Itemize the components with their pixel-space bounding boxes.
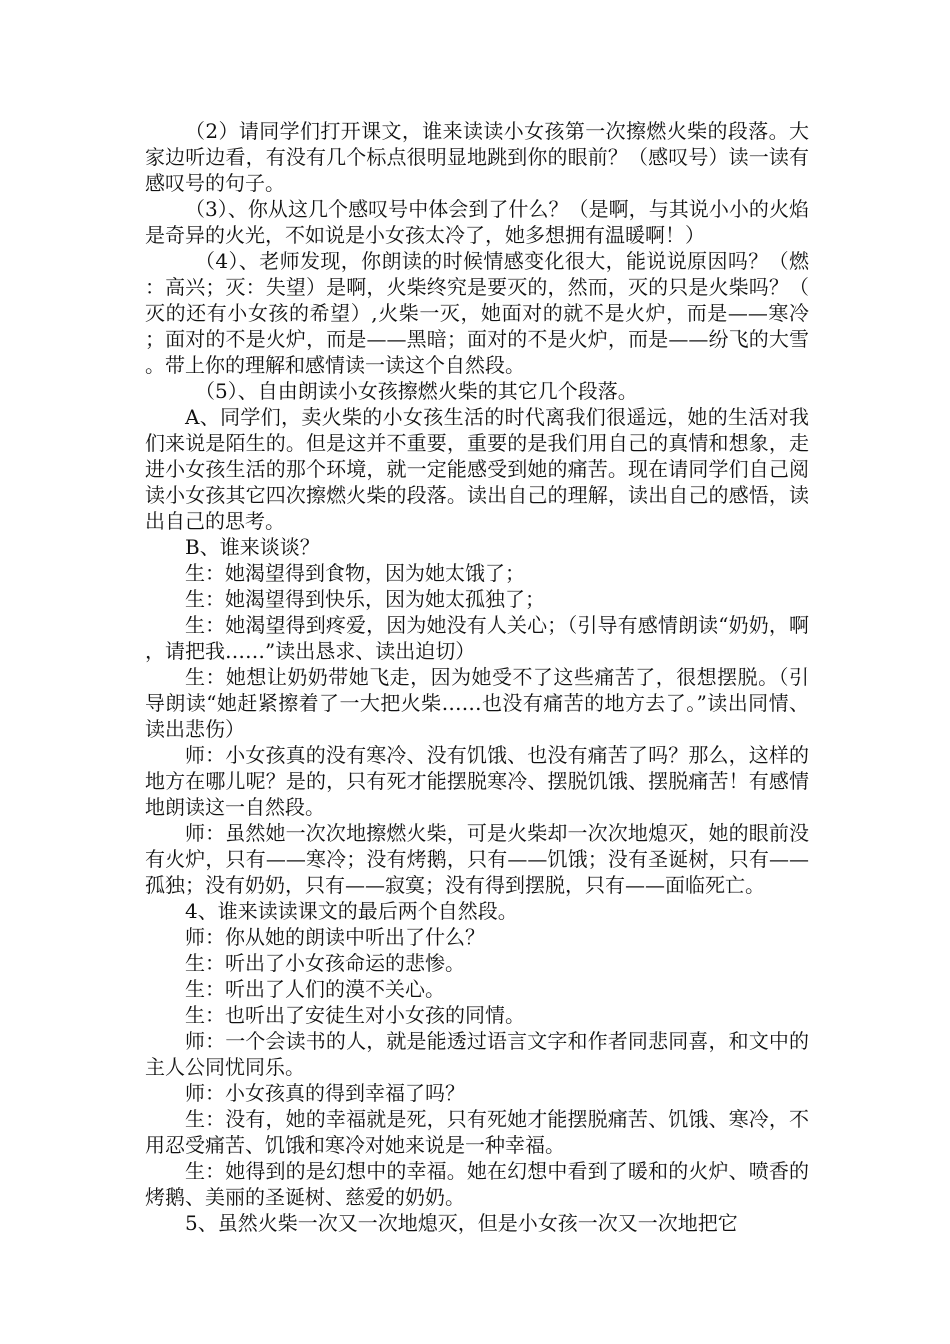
- teacher-line: 师：小女孩真的没有寒冷、没有饥饿、也没有痛苦了吗？那么，这样的地方在哪儿呢？是的，只有死才能摆脱寒冷、摆脱饥饿、摆脱痛苦！有感情地朗读这一自然段。: [145, 743, 809, 819]
- student-line: 生：她渴望得到食物，因为她太饿了；: [185, 561, 525, 585]
- paragraph-step-4: （4）、老师发现，你朗读的时候情感变化很大，能说说原因吗？（燃：高兴；灭：失望）是啊，火柴终究是要灭的，然而，灭的只是火柴吗？（灭的还有小女孩的希望）,火柴一灭，她面对的就不是火炉，而是——寒冷；面对的不是火炉，而是——黑暗；面对的不是火炉，而是——纷飞的大雪。带上你的理解和感情读一读这个自然段。: [145, 249, 809, 377]
- student-line: 生：听出了小女孩命运的悲惨。: [185, 951, 465, 975]
- teacher-line: 师：虽然她一次次地擦燃火柴，可是火柴却一次次地熄灭，她的眼前没有火炉，只有——寒冷；没有烤鹅，只有——饥饿；没有圣诞树，只有——孤独；没有奶奶，只有——寂寞；没有得到摆脱，只有——面临死亡。: [145, 821, 809, 897]
- paragraph-step-4-heading: 4、谁来读读课文的最后两个自然段。: [185, 899, 518, 923]
- student-line: 生：没有，她的幸福就是死，只有死她才能摆脱痛苦、饥饿、寒冷，不用忍受痛苦、饥饿和寒冷对她来说是一种幸福。: [145, 1107, 809, 1157]
- teacher-line: 师：一个会读书的人，就是能透过语言文字和作者同悲同喜，和文中的主人公同忧同乐。: [145, 1029, 809, 1079]
- document-page: [145, 118, 809, 1236]
- student-line: 生：她渴望得到疼爱，因为她没有人关心；（引导有感情朗读“奶奶，啊，请把我……”读出恳求、读出迫切）: [145, 613, 809, 663]
- student-line: 生：也听出了安徒生对小女孩的同情。: [185, 1003, 525, 1027]
- teacher-line: 师：小女孩真的得到幸福了吗？: [185, 1081, 465, 1105]
- paragraph-step-3: （3）、你从这几个感叹号中体会到了什么？（是啊，与其说小小的火焰是奇异的火光，不如说是小女孩太冷了，她多想拥有温暖啊！）: [145, 197, 809, 247]
- paragraph-a: A、同学们，卖火柴的小女孩生活的时代离我们很遥远，她的生活对我们来说是陌生的。但是这并不重要，重要的是我们用自己的真情和想象，走进小女孩生活的那个环境，就一定能感受到她的痛苦。现在请同学们自己阅读小女孩其它四次擦燃火柴的段落。读出自己的理解，读出自己的感悟，读出自己的思考。: [145, 405, 809, 533]
- student-line: 生：她得到的是幻想中的幸福。她在幻想中看到了暖和的火炉、喷香的烤鹅、美丽的圣诞树、慈爱的奶奶。: [145, 1159, 809, 1209]
- teacher-line: 师：你从她的朗读中听出了什么？: [185, 925, 485, 949]
- paragraph-b: B、谁来谈谈？: [185, 535, 320, 559]
- student-line: 生：她渴望得到快乐，因为她太孤独了；: [185, 587, 545, 611]
- student-line: 生：她想让奶奶带她飞走，因为她受不了这些痛苦了，很想摆脱。（引导朗读“她赶紧擦着了一大把火柴……也没有痛苦的地方去了。”读出同情、读出悲伤）: [145, 665, 809, 741]
- paragraph-step-5: （5）、自由朗读小女孩擦燃火柴的其它几个段落。: [195, 379, 638, 403]
- paragraph-step-2: （2）请同学们打开课文，谁来读读小女孩第一次擦燃火柴的段落。大家边听边看，有没有几个标点很明显地跳到你的眼前？（感叹号）读一读有感叹号的句子。: [145, 119, 809, 195]
- student-line: 生：听出了人们的漠不关心。: [185, 977, 445, 1001]
- paragraph-step-5-heading: 5、虽然火柴一次又一次地熄灭，但是小女孩一次又一次地把它: [185, 1211, 738, 1235]
